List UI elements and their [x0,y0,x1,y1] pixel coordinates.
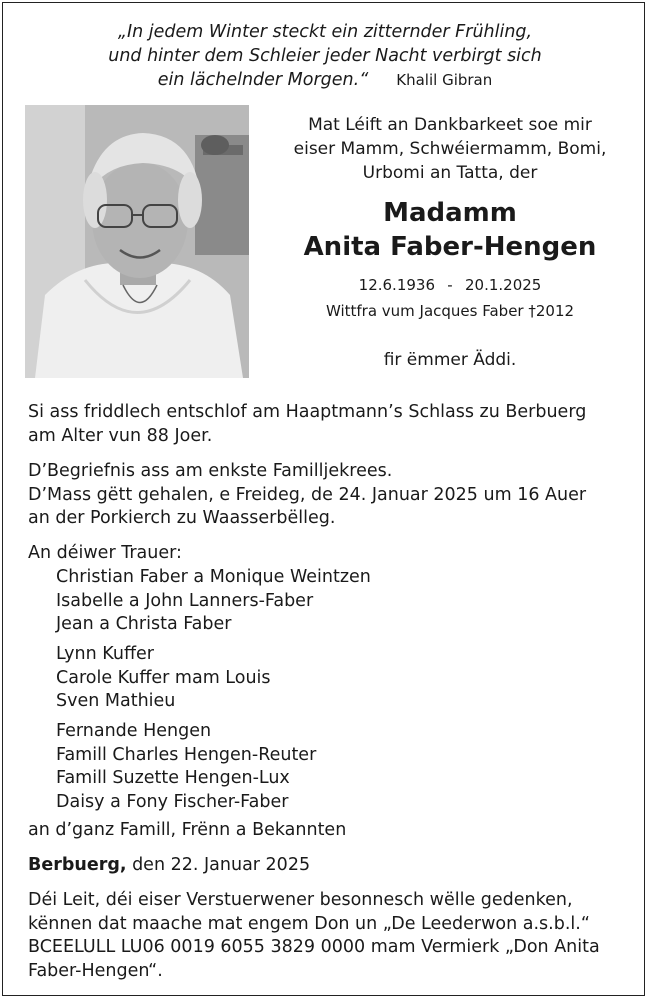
mourners-group-3 [56,720,616,814]
intro-line: Mat Léift an Dankbarkeet soe mir [308,115,592,135]
passing-line: Si ass friddlech entschlof am Haaptmann’s Schlass zu Berbuerg [28,402,587,422]
portrait-illustration [25,105,249,378]
mourner-name: Famill Suzette Hengen-Lux [56,768,290,788]
farewell-text: fir ëmmer Äddi. [383,350,517,370]
funeral-line: an der Porkierch zu Waasserbëlleg. [28,508,336,528]
date-separator: - [447,276,453,294]
quote-line-text: ein lächelnder Morgen.“ [157,70,369,90]
funeral-paragraph [28,460,628,531]
quote-block [30,20,620,92]
intro-line: Urbomi an Tatta, der [362,163,538,183]
deceased-name: Anita Faber-Hengen [303,232,597,262]
funeral-line: D’Mass gëtt gehalen, e Freideg, de 24. Januar 2025 um 16 Auer [28,484,587,505]
mourners-group-2 [56,643,616,714]
mourner-name: Jean a Christa Faber [56,614,232,634]
widow-note: Wittfra vum Jacques Faber †2012 [325,302,575,320]
mourners-heading: An déiwer Trauer: [28,543,182,563]
quote-line: und hinter dem Schleier jeder Nacht verbirgt sich [108,46,542,66]
mourners-group-1 [56,566,616,637]
mourner-name: Christian Faber a Monique Weintzen [56,567,371,587]
portrait-photo [25,105,249,378]
mourner-name: Isabelle a John Lanners-Faber [56,590,314,611]
donation-line: Faber-Hengen“. [28,960,163,981]
donation-line: kënnen dat maache mat engem Don un „De Leederwon a.s.b.l.“ [28,913,590,934]
intro-line: eiser Mamm, Schwéiermamm, Bomi, [293,139,607,159]
place-date [28,854,628,878]
death-date: 20.1.2025 [465,276,542,294]
mourner-name: Famill Charles Hengen-Reuter [56,744,317,765]
mourners-closing: an d’ganz Famill, Frënn a Bekannten [28,820,347,840]
intro-block [260,113,640,185]
quote-line: „In jedem Winter steckt ein zitternder Frühling, [117,22,533,42]
notice-date: den 22. Januar 2025 [132,855,311,875]
birth-date: 12.6.1936 [358,276,435,294]
place-name: Berbuerg, [28,855,127,875]
mourner-name: Lynn Kuffer [56,644,154,664]
mourner-name: Fernande Hengen [56,721,212,741]
mourner-name: Daisy a Fony Fischer-Faber [56,791,289,812]
passing-line: am Alter vun 88 Joer. [28,425,213,446]
donation-paragraph [28,889,628,983]
life-dates [260,276,640,294]
quote-author: Khalil Gibran [396,71,493,89]
deceased-title: Madamm [383,198,517,228]
donation-line: BCEELULL LU06 0019 6055 3829 0000 mam Vermierk „Don Anita [28,937,600,957]
funeral-line: D’Begriefnis ass am enkste Familljekrees. [28,461,393,481]
passing-paragraph [28,401,628,448]
donation-line: Déi Leit, déi eiser Verstuerwener besonnesch wëlle gedenken, [28,890,573,910]
mourner-name: Carole Kuffer mam Louis [56,667,271,688]
quote-line [30,68,620,92]
mourner-name: Sven Mathieu [56,691,176,711]
